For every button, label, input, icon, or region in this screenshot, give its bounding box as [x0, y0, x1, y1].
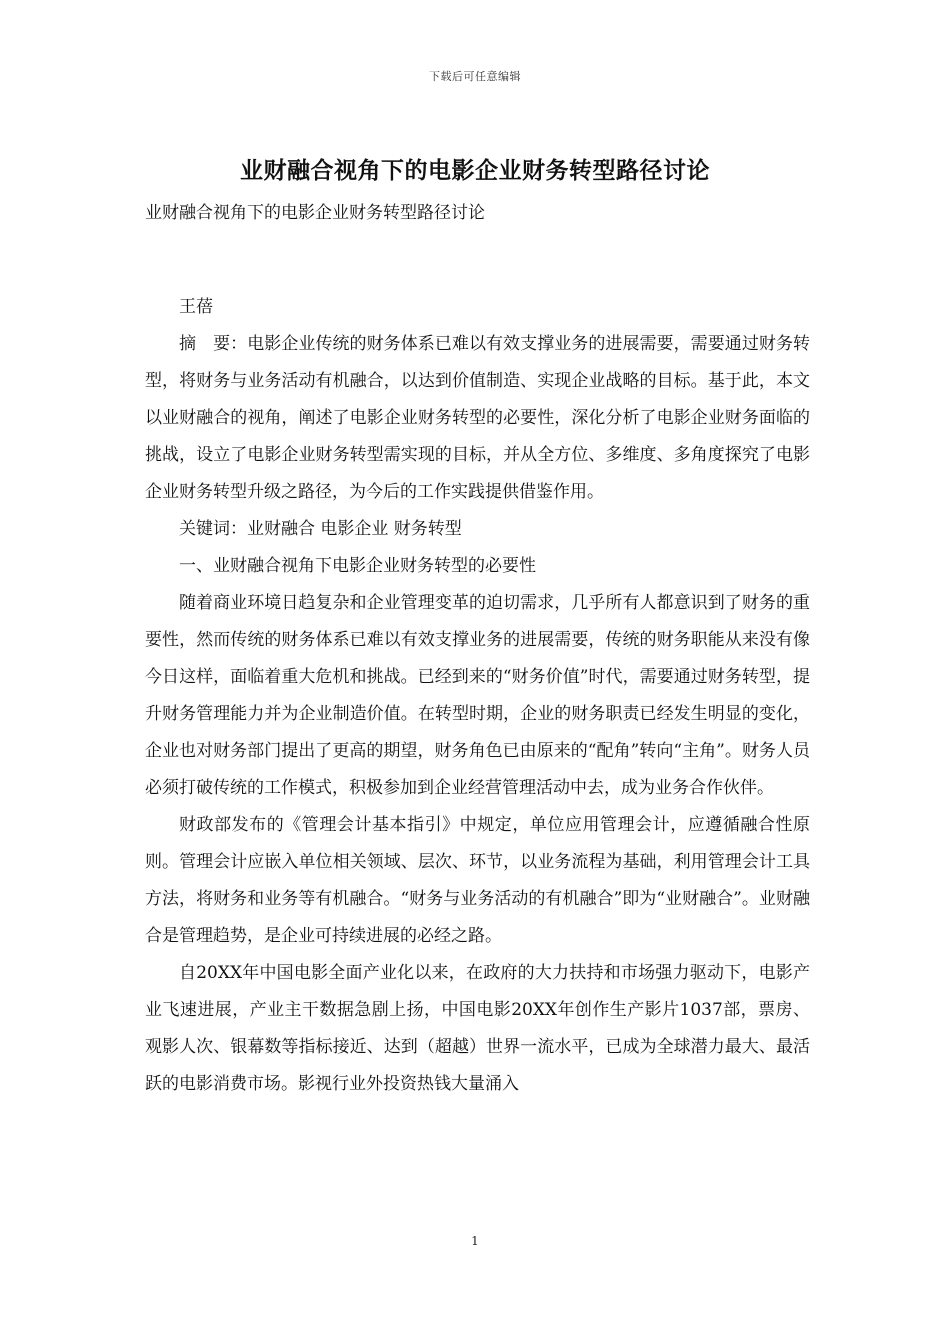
keywords-line: 关键词：业财融合 电影企业 财务转型: [179, 519, 462, 539]
document-body: [145, 195, 810, 1103]
author-name: 王蓓: [179, 297, 213, 317]
body-paragraph: 自20XX年中国电影全面产业化以来，在政府的大力扶持和市场强力驱动下，电影产业飞速进展，产业主干数据急剧上扬，中国电影20XX年创作生产影片1037部，票房、观影人次、银幕数等指标接近、达到（超越）世界一流水平，已成为全球潜力最大、最活跃的电影消费市场。影视行业外投资热钱大量涌入: [145, 963, 810, 1094]
abstract-paragraph: 摘 要：电影企业传统的财务体系已难以有效支撑业务的进展需要，需要通过财务转型，将财务与业务活动有机融合，以达到价值制造、实现企业战略的目标。基于此，本文以业财融合的视角，阐述了电影企业财务转型的必要性，深化分析了电影企业财务面临的挑战，设立了电影企业财务转型需实现的目标，并从全方位、多维度、多角度探究了电影企业财务转型升级之路径，为今后的工作实践提供借鉴作用。: [145, 334, 810, 502]
page-header-note: 下载后可任意编辑: [429, 70, 521, 83]
section-heading: 一、业财融合视角下电影企业财务转型的必要性: [179, 556, 536, 576]
page-number: 1: [471, 1234, 479, 1248]
document-title: 业财融合视角下的电影企业财务转型路径讨论: [240, 157, 710, 184]
document-subtitle: 业财融合视角下的电影企业财务转型路径讨论: [145, 203, 485, 223]
body-paragraph: 随着商业环境日趋复杂和企业管理变革的迫切需求，几乎所有人都意识到了财务的重要性，然而传统的财务体系已难以有效支撑业务的进展需要，传统的财务职能从来没有像今日这样，面临着重大危机和挑战。已经到来的“财务价值”时代，需要通过财务转型，提升财务管理能力并为企业制造价值。在转型时期，企业的财务职责已经发生明显的变化，企业也对财务部门提出了更高的期望，财务角色已由原来的“配角”转向“主角”。财务人员必须打破传统的工作模式，积极参加到企业经营管理活动中去，成为业务合作伙伴。: [145, 593, 810, 798]
body-paragraph: 财政部发布的《管理会计基本指引》中规定，单位应用管理会计，应遵循融合性原则。管理会计应嵌入单位相关领域、层次、环节，以业务流程为基础，利用管理会计工具方法，将财务和业务等有机融合。“财务与业务活动的有机融合”即为“业财融合”。业财融合是管理趋势，是企业可持续进展的必经之路。: [145, 815, 810, 946]
